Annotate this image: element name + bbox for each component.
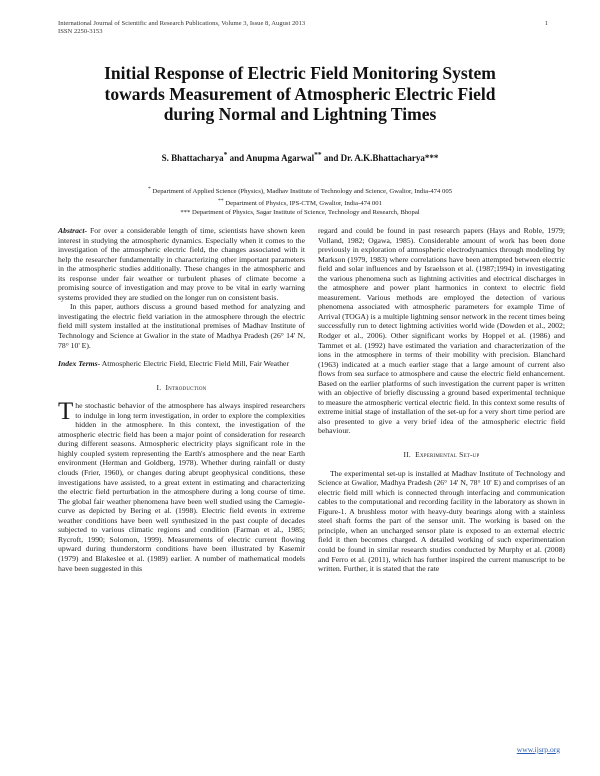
abstract-label: Abstract- bbox=[58, 226, 88, 235]
introduction-paragraph bbox=[58, 398, 305, 573]
journal-citation: International Journal of Scientific and Research Publications, Volume 3, Issue 8, August 2013 bbox=[58, 20, 306, 27]
index-terms-label: Index Terms bbox=[58, 359, 98, 369]
abstract-paragraph-2: In this paper, authors discuss a ground based method for analyzing and investigating the electric field variation in the atmosphere through the electric field mill system installed at the institutional premises of Madhav Institute of Technology and Science at Gwalior in the state of Madhya Pradesh (26° 14' N, 78° 10' E). bbox=[58, 302, 305, 350]
affiliations bbox=[40, 185, 560, 217]
section-title: Introduction bbox=[165, 382, 207, 392]
left-column bbox=[58, 226, 305, 573]
author-1-mark: * bbox=[223, 150, 228, 159]
title-line-1: Initial Response of Electric Field Monitoring System bbox=[104, 63, 496, 83]
paper-title bbox=[40, 63, 560, 125]
affiliation-2-mark: ** bbox=[218, 197, 224, 204]
experimental-setup-paragraph: The experimental set-up is installed at Madhav Institute of Technology and Science at Gwalior, Madhya Pradesh (26° 14' N, 78° 10' E) and comprises of an electric field mill which is connected through interfacing and communication cables to the computational and recording facility in the laboratory as shown in Figure-1. A brushless motor with heavy-duty bearings along with a stainless steel shaft forms the part of the sensor unit. The working is based on the principle, when an uncharged sensor plate is exposed to an external electric field it then becomes charged. A detailed working of such experimentation could be found in similar research studies conducted by Murphy et al. (2008) and Ferro et al. (2011), which has further inspired the current manuscript to be written. Further, it is stated that the rate bbox=[318, 468, 565, 574]
section-number: II. bbox=[403, 450, 411, 460]
author-2: and Anupma Agarwal bbox=[227, 153, 315, 163]
section-number: I. bbox=[156, 382, 162, 392]
title-line-2: towards Measurement of Atmospheric Electric Field bbox=[104, 83, 496, 104]
title-line-3: during Normal and Lightning Times bbox=[163, 104, 437, 124]
journal-header bbox=[58, 20, 548, 37]
affiliation-1 bbox=[40, 185, 560, 197]
section-title: Experimental Set-up bbox=[415, 450, 480, 460]
author-list bbox=[40, 150, 560, 163]
affiliation-3: *** Department of Physics, Sagar Institute of Science, Technology and Research, Bhopal bbox=[180, 208, 420, 216]
abstract bbox=[58, 226, 305, 302]
abstract-text: For over a considerable length of time, scientists have shown keen interest in studying the atmospheric dynamics. Especially when it comes to the investigation of the atmospheric electric field, the changes associated with it help the researcher fundamentally in characterizing other important parameters in the atmospheric studies additionally. These changes in the atmospheric and its response under fair weather or turbulent phases of climate become a promising source of investigation and may prove to be vital in early warning systems provided they are studied on the longer run on consistent basis. bbox=[58, 226, 305, 302]
drop-cap: T bbox=[58, 398, 74, 426]
journal-website-link[interactable]: www.ijsrp.org bbox=[516, 745, 560, 754]
author-3: and Dr. A.K.Bhattacharya*** bbox=[321, 153, 439, 163]
issn: ISSN 2250-3153 bbox=[58, 28, 103, 36]
right-column bbox=[318, 226, 565, 574]
section-heading-introduction bbox=[58, 383, 305, 393]
affiliation-1-mark: * bbox=[147, 186, 151, 192]
affiliation-2-text: Department of Physics, IPS-CTM, Gwalior, India-474 001 bbox=[223, 200, 382, 208]
index-terms bbox=[58, 359, 305, 369]
introduction-continued: regard and could be found in past research papers (Hays and Roble, 1979; Volland, 1982; Ogawa, 1985). Considerable amount of work has been done previously in exploration of atmospheric electrodynamics through modeling by Markson (1979, 1983) where correlations have been attempted between electric field and solar influences and by Israelsson et al. (1987;1994) in investigating the various phenomena such as lightning activities and electrical discharges in the atmosphere and power plant harmonics in context to electric field measurement. Various methods are employed the detection of various phenomena associated with atmospheric parameters for example Time of Arrival (TOGA) is a multiple lightning sensor network in the recent times being successfully run to detect lightning activities world wide (Dowden et al., 2002; Rodger et al., 2006). Other significant works by Hoppel et al. (1986) and Tammet et al. (1992) have estimated the variation and characterization of the ions in the atmosphere in terms of their mobility with precision. Blanchard (1963) indicated at a much earlier stage that a large amount of current also flows from sea surface to atmosphere and cause the electric field enhancement. Based on the earlier platforms of such investigation the current paper is written with an objective of briefly discussing a ground based experimental technique to measure the atmospheric vertical electric field. In this context some results of extreme initial stage of installation of the set-up for a very short time period are also presented to give a very brief idea of the atmospheric electric field behaviour. bbox=[318, 226, 565, 436]
author-1: S. Bhattacharya bbox=[161, 153, 224, 163]
index-terms-text: - Atmospheric Electric Field, Electric Field Mill, Fair Weather bbox=[97, 359, 290, 369]
section-heading-experimental-setup bbox=[318, 450, 565, 460]
author-2-mark: ** bbox=[314, 150, 322, 159]
page-number: 1 bbox=[544, 20, 548, 27]
affiliation-2 bbox=[40, 197, 560, 209]
introduction-text: he stochastic behavior of the atmosphere has always inspired researchers to indulge in long term investigation, in order to explore the complexities hidden in the atmosphere. In this context, the investigation of the atmospheric electric field has been a major point of consideration for research during different seasons. Atmospheric electricity plays significant role in the highly coupled system representing the Earth's atmosphere and the near Earth environment (Herman and Goldberg, 1978). Whether during rainfall or dusty clouds (Frier, 1960), or changes during abrupt geophysical conditions, these investigations have assisted, to a great extent in estimating and characterizing the electric field perturbation in the atmosphere during a long course of time. The global fair weather phenomena have been well studied using the Carnegie-curve as depicted by Bering et al. (1998). Electric field events in extreme weather conditions have been well synthesized in the past couple of decades subjected to various climatic regions and condition (Farman et al., 1985; Rycroft, 1990; Solomon, 1999). Measurements of electric current flowing upward during thunderstorm conditions have been illustrated by Kasemir (1979) and Blakeslee et al. (1989) earlier. A number of mathematical models have been suggested in this bbox=[58, 401, 305, 573]
affiliation-1-text: Department of Applied Science (Physics), Madhav Institute of Technology and Science, Gwalior, India-474 005 bbox=[150, 188, 453, 196]
